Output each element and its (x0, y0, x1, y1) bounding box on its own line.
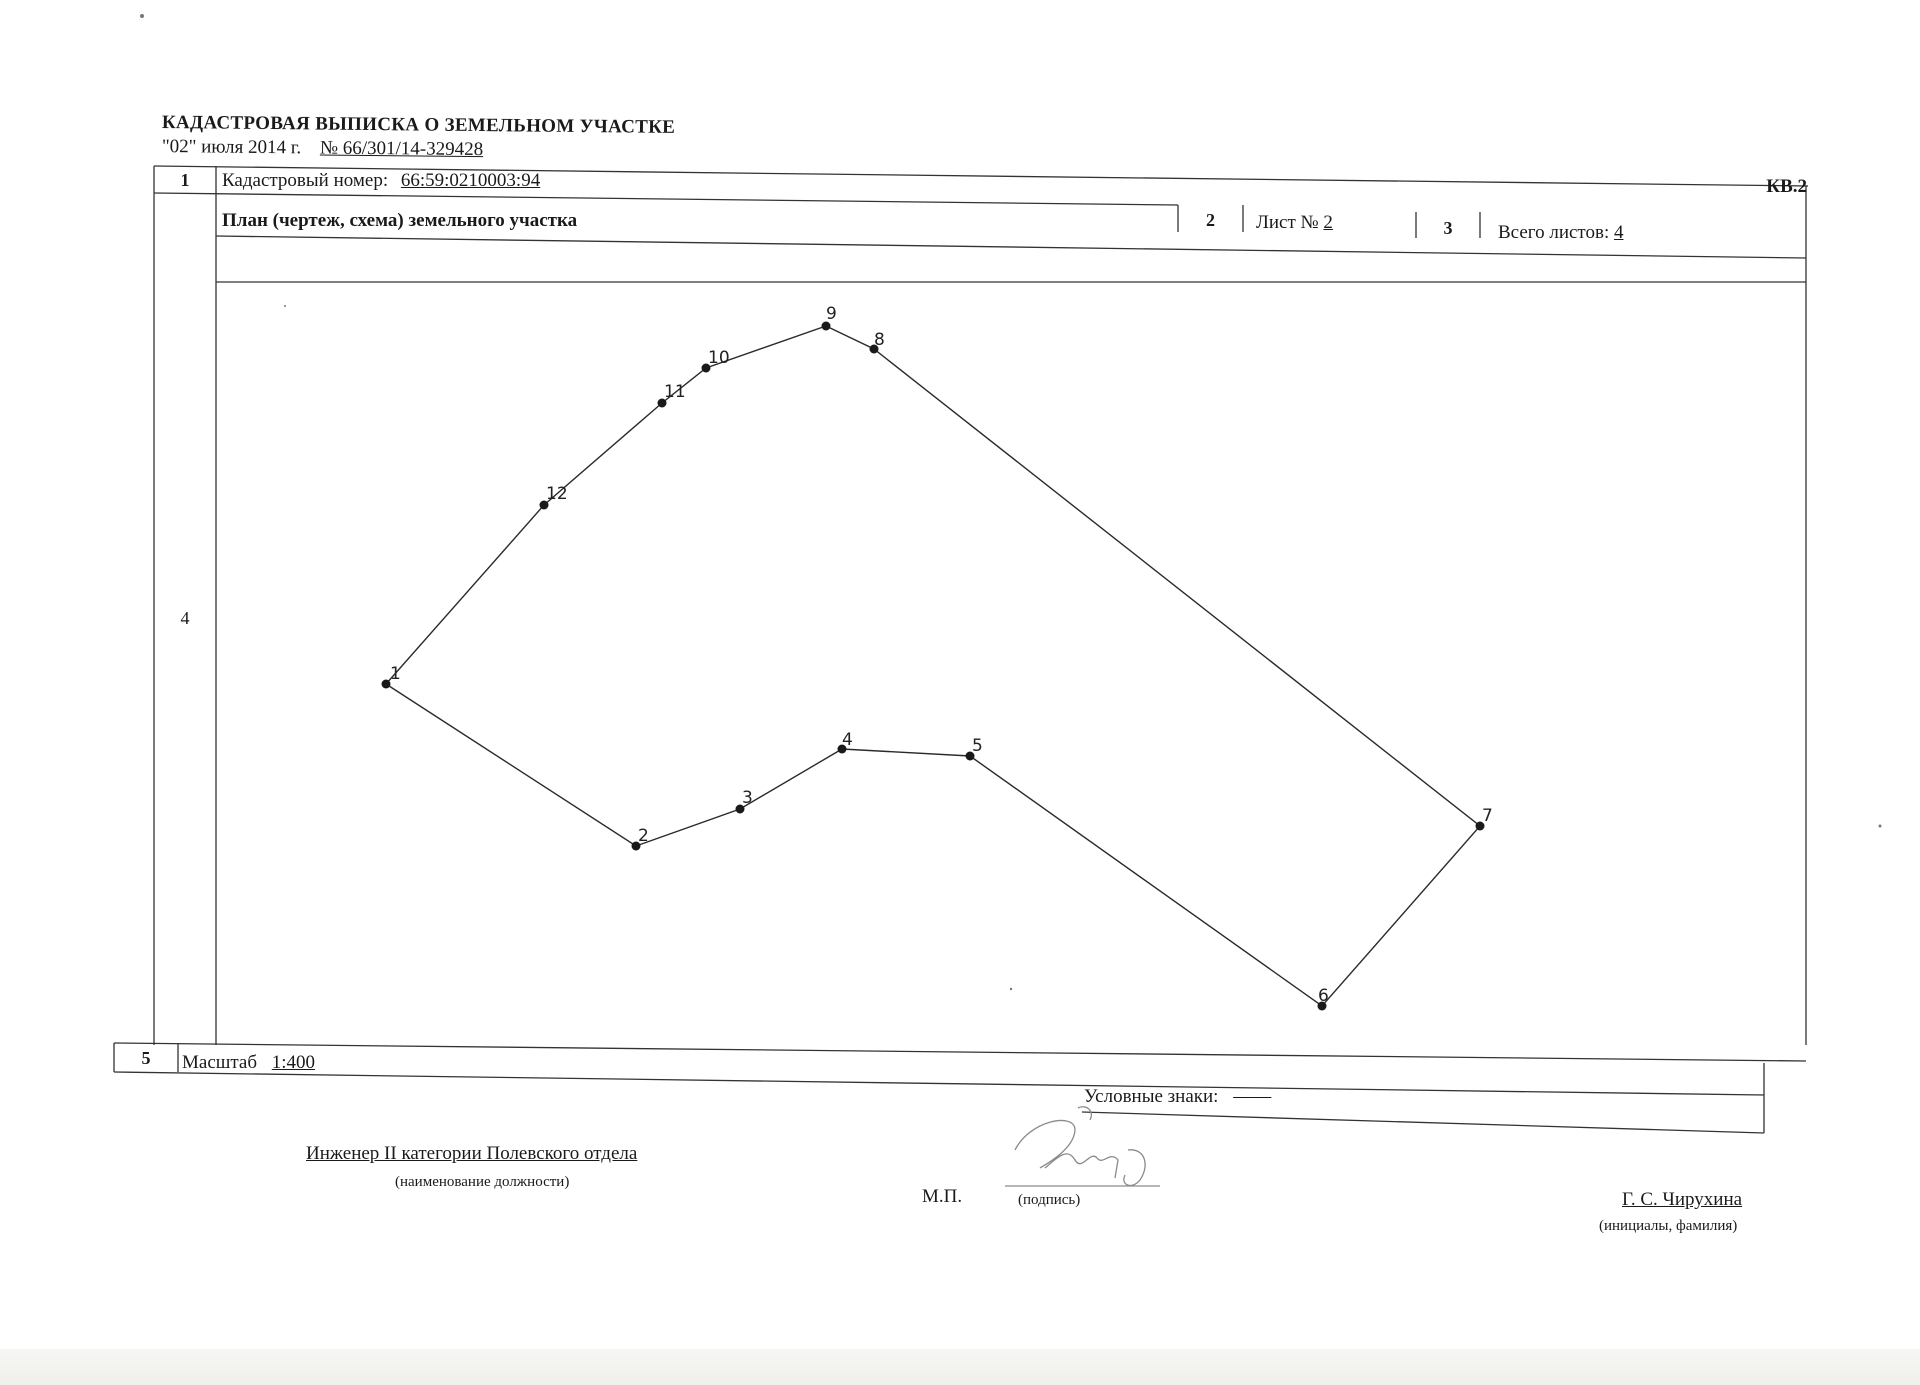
point-label-1: 1 (390, 664, 401, 684)
signer-name: Г. С. Чирухина (1622, 1189, 1743, 1210)
document-title: КАДАСТРОВАЯ ВЫПИСКА О ЗЕМЕЛЬНОМ УЧАСТКЕ (161, 112, 676, 138)
cadastral-number-row (222, 170, 540, 192)
point-label-6: 6 (1318, 986, 1329, 1006)
point-label-2: 2 (638, 826, 649, 846)
stamp-label: М.П. (922, 1186, 963, 1207)
sheet-value: 2 (1323, 212, 1333, 233)
total-sheets-label: Всего листов: (1498, 222, 1610, 243)
point-label-10: 10 (708, 348, 730, 368)
row4-number: 4 (180, 608, 190, 628)
signer-name-caption: (инициалы, фамилия) (1599, 1218, 1738, 1234)
signature-caption: (подпись) (1018, 1192, 1081, 1208)
point-label-7: 7 (1482, 806, 1493, 826)
point-label-9: 9 (826, 304, 837, 324)
plan-title: План (чертеж, схема) земельного участка (222, 210, 578, 231)
legend-symbol: —— (1233, 1086, 1272, 1107)
point-label-4: 4 (842, 730, 853, 750)
scan-bottom-edge (0, 1349, 1920, 1385)
point-label-12: 12 (546, 484, 568, 504)
row1-number: 1 (180, 170, 190, 190)
point-label-3: 3 (742, 788, 753, 808)
document-number: № 66/301/14-329428 (319, 137, 484, 161)
sheet-number (1256, 212, 1333, 234)
scale-value: 1:400 (271, 1052, 316, 1073)
scale-label: Масштаб (182, 1052, 258, 1073)
point-label-5: 5 (972, 736, 983, 756)
document-date: "02" июля 2014 г. (161, 136, 302, 159)
signature-image (1005, 1107, 1160, 1186)
point-label-11: 11 (664, 382, 686, 402)
document-date-line (162, 136, 483, 161)
form-code: КВ.2 (1766, 176, 1807, 197)
sheet-cell-number: 2 (1206, 210, 1215, 230)
cadastral-number-label: Кадастровый номер: (222, 170, 389, 191)
scale-row (182, 1052, 315, 1074)
total-cell-number: 3 (1443, 218, 1453, 238)
sheet-label: Лист № (1256, 212, 1319, 233)
parcel-polygon (382, 322, 1485, 1011)
legend (1084, 1086, 1271, 1108)
total-sheets (1498, 222, 1623, 244)
point-label-8: 8 (874, 330, 885, 350)
position-caption: (наименование должности) (395, 1174, 570, 1190)
cadastral-number-value: 66:59:0210003:94 (400, 170, 541, 191)
row5-number: 5 (141, 1048, 151, 1068)
total-sheets-value: 4 (1613, 222, 1624, 243)
legend-label: Условные знаки: (1084, 1086, 1219, 1107)
scan-specks (140, 14, 1882, 990)
position-title: Инженер II категории Полевского отдела (306, 1143, 638, 1164)
